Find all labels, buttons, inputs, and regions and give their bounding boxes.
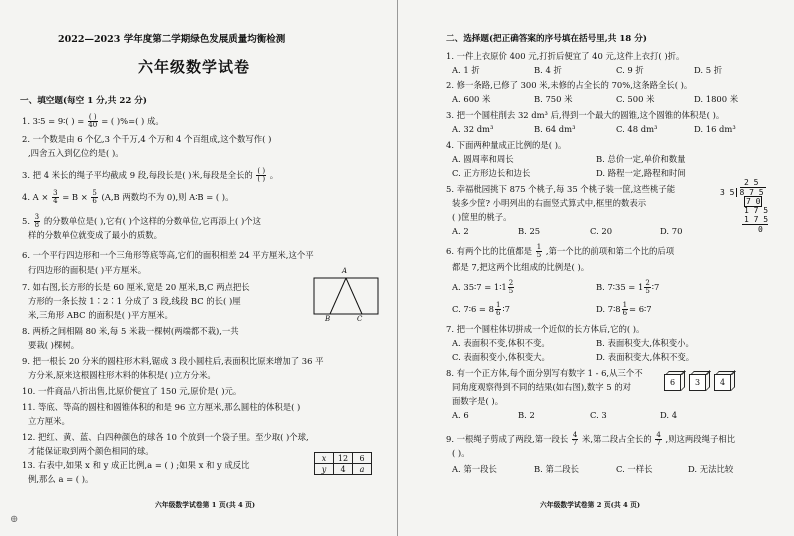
xy-table bbox=[314, 452, 372, 475]
section-choice: 二、选择题(把正确答案的序号填在括号里,共 18 分) bbox=[446, 34, 647, 44]
table-y2: a bbox=[353, 464, 372, 475]
table-x-label: x bbox=[315, 453, 334, 464]
table-y1: 4 bbox=[334, 464, 353, 475]
figure-label-a: A bbox=[342, 267, 348, 275]
q13-line1: 13. 右表中,如果 x 和 y 成正比例,a = ( ) ;如果 x 和 y 成反比 bbox=[22, 460, 250, 470]
rq4: 4. 下面两种量成正比例的是( )。 bbox=[446, 140, 567, 150]
q9-line1: 9. 把一根长 20 分米的圆柱形木料,锯成 3 段小圆柱后,表面积比原来增加了 36 平 bbox=[22, 356, 324, 366]
rq8-line3: 面数字是( )。 bbox=[452, 396, 504, 406]
q1-fill: 1. 3∶5 = 9∶( ) = $\frac{( )}{40}$ = ( )%=( ) 成。 bbox=[22, 113, 164, 129]
rq6-c: C. 7∶6 = 8 $\frac{1}{6}$ ∶7 bbox=[452, 301, 510, 317]
rq2-a: A. 600 米 bbox=[452, 94, 491, 104]
rq2-b: B. 750 米 bbox=[534, 94, 573, 104]
cube-view-1: 6 bbox=[664, 374, 681, 391]
rq9-d: D. 无法比较 bbox=[688, 464, 734, 474]
right-page bbox=[398, 0, 794, 536]
q12-line1: 12. 把红、黄、蓝、白四种颜色的球各 10 个放到一个袋子里。至少取( )个球, bbox=[22, 432, 309, 442]
rq5-line2: 装多少筐? 小明列出的右面竖式算式中,框里的数表示 bbox=[452, 198, 647, 208]
q13-line2: 例,那么 a = ( )。 bbox=[28, 474, 94, 484]
rq3-d: D. 16 dm³ bbox=[694, 124, 736, 134]
rq3-b: B. 64 dm³ bbox=[534, 124, 576, 134]
left-footer: 六年级数学试卷第 1 页(共 4 页) bbox=[155, 501, 256, 509]
rq1-a: A. 1 折 bbox=[452, 65, 480, 75]
rq5-a: A. 2 bbox=[452, 226, 469, 236]
rq9-c: C. 一样长 bbox=[616, 464, 653, 474]
rq6-d: D. 7∶8 $\frac{1}{6}$ = 6∶7 bbox=[596, 301, 652, 317]
cube-view-3: 4 bbox=[714, 374, 731, 391]
q8-line1: 8. 两桥之间相隔 80 米,每 5 米栽一棵树(两端都不栽),一共 bbox=[22, 326, 239, 336]
div-row3: 1 7 5 bbox=[744, 215, 769, 224]
rq1: 1. 一件上衣原价 400 元,打折后便宜了 40 元,这件上衣打( )折。 bbox=[446, 51, 685, 61]
rq5-c: C. 20 bbox=[590, 226, 613, 236]
q12-line2: 才能保证取到两个颜色相同的球。 bbox=[28, 446, 154, 456]
cube-view-2: 3 bbox=[689, 374, 706, 391]
rq6-line1: 6. 有两个比的比值都是 $\frac{1}{5}$ ,第一个比的前项和第二个比的后项 bbox=[446, 243, 675, 259]
rq7-c: C. 表面积变小,体积变大。 bbox=[452, 352, 550, 362]
rq8-line2: 同角度观察得到不同的结果(如右图),数字 5 的对 bbox=[452, 382, 631, 392]
rq2: 2. 修一条路,已修了 300 米,未修的占全长的 70%,这条路全长( )。 bbox=[446, 80, 693, 90]
rq7-a: A. 表面积不变,体积不变。 bbox=[452, 338, 550, 348]
div-row2: 1 7 5 bbox=[744, 206, 769, 215]
rq8-a: A. 6 bbox=[452, 410, 469, 420]
table-x1: 12 bbox=[334, 453, 353, 464]
q2-line1: 2. 一个数是由 6 个亿,3 个千万,4 个万和 4 个百组成,这个数写作( ) bbox=[22, 134, 272, 144]
rq8-c: C. 3 bbox=[590, 410, 607, 420]
table-x2: 6 bbox=[353, 453, 372, 464]
div-dividend: 8 7 5 bbox=[736, 188, 763, 197]
q3-line: 3. 把 4 米长的绳子平均截成 9 段,每段长是( )米,每段是全长的 $\frac{( )}{( )}$ 。 bbox=[22, 167, 279, 183]
q1-fraction: $\frac{( )}{40}$ bbox=[88, 113, 98, 129]
q5-line1: 5. $\frac{3}{8}$ 的分数单位是( ),它有( )个这样的分数单位,它再添上( )个这 bbox=[22, 213, 261, 229]
rq6-b: B. 7∶35 = 1 $\frac{2}{5}$ ∶7 bbox=[596, 279, 660, 295]
q6-line1: 6. 一个平行四边形和一个三角形等底等高,它们的面积相差 24 平方厘米,这个平 bbox=[22, 250, 314, 260]
page-title: 六年级数学试卷 bbox=[138, 58, 251, 76]
q11-line1: 11. 等底、等高的圆柱和圆锥体积的和是 96 立方厘米,那么圆柱的体积是( ) bbox=[22, 402, 301, 412]
rq4-b: B. 总价一定,单价和数量 bbox=[596, 154, 686, 164]
rq7-d: D. 表面积变大,体积不变。 bbox=[596, 352, 695, 362]
rq9-line1: 9. 一根绳子剪成了两段,第一段长 $\frac{4}{7}$ 米,第二段占全长的 $\frac{4}{7}$ ,则这两段绳子相比 bbox=[446, 431, 736, 447]
rq5-line1: 5. 幸福枇园挑下 875 个桃子,每 35 个桃子装一筐,这些桃子能 bbox=[446, 184, 676, 194]
rq5-line3: ( )筐里的桃子。 bbox=[452, 212, 512, 222]
crosshair-icon: ⊕ bbox=[10, 514, 19, 525]
rq6-a: A. 35∶7 = 1∶1 $\frac{2}{5}$ bbox=[452, 279, 514, 295]
figure-label-c: C bbox=[357, 315, 363, 323]
q5-line2: 样的分数单位就变成了最小的质数。 bbox=[28, 230, 162, 240]
q6-line2: 行四边形的面积是( )平方厘米。 bbox=[28, 265, 147, 275]
rq8-b: B. 2 bbox=[518, 410, 535, 420]
div-divisor: 3 5 bbox=[720, 188, 735, 197]
rq2-c: C. 500 米 bbox=[616, 94, 655, 104]
div-boxed-70: 7 0 bbox=[746, 197, 761, 206]
rq1-c: C. 9 折 bbox=[616, 65, 644, 75]
q8-line2: 要栽( )棵树。 bbox=[28, 340, 80, 350]
q7-line3: 米,三角形 ABC 的面积是( )平方厘米。 bbox=[28, 310, 173, 320]
q11-line2: 立方厘米。 bbox=[28, 416, 70, 426]
rq2-d: D. 1800 米 bbox=[694, 94, 739, 104]
rq1-b: B. 4 折 bbox=[534, 65, 562, 75]
q7-line1: 7. 如右图,长方形的长是 60 厘米,宽是 20 厘米,B,C 两点把长 bbox=[22, 282, 250, 292]
q2-line2: ,四舍五入到亿位约是( )。 bbox=[28, 148, 124, 158]
rq1-d: D. 5 折 bbox=[694, 65, 723, 75]
exam-header: 2022—2023 学年度第二学期绿色发展质量均衡检测 bbox=[58, 34, 286, 45]
long-division bbox=[720, 178, 768, 234]
rq6-line2: 都是 7,把这两个比组成的比例是( )。 bbox=[452, 262, 590, 272]
div-quotient: 2 5 bbox=[744, 178, 759, 187]
rq5-b: B. 25 bbox=[518, 226, 541, 236]
rq4-a: A. 圆周率和周长 bbox=[452, 154, 514, 164]
q3-fraction: $\frac{( )}{( )}$ bbox=[257, 167, 266, 183]
right-footer: 六年级数学试卷第 2 页(共 4 页) bbox=[540, 501, 641, 509]
rq9-b: B. 第二段长 bbox=[534, 464, 579, 474]
rq7: 7. 把一个圆柱体切拼成一个近似的长方体后,它的( )。 bbox=[446, 324, 645, 334]
section-fill-blank: 一、填空题(每空 1 分,共 22 分) bbox=[20, 96, 147, 106]
rq3-a: A. 32 dm³ bbox=[452, 124, 494, 134]
rq9-a: A. 第一段长 bbox=[452, 464, 497, 474]
q4-line: 4. A × $\frac{3}{4}$ = B × $\frac{5}{6}$ (A,B 两数均不为 0),则 A∶B = ( )。 bbox=[22, 189, 234, 205]
rq4-c: C. 正方形边长和边长 bbox=[452, 168, 531, 178]
rq9-line2: ( )。 bbox=[452, 448, 470, 458]
rq3: 3. 把一个圆柱削去 32 dm³ 后,得到一个最大的圆锥,这个圆锥的体积是( )。 bbox=[446, 110, 725, 120]
div-remainder: 0 bbox=[758, 225, 763, 234]
q9-line2: 方分米,原来这根圆柱形木料的体积是( )立方分米。 bbox=[28, 370, 216, 380]
q10-line: 10. 一件商品八折出售,比原价便宜了 150 元,原价是( )元。 bbox=[22, 386, 242, 396]
rq4-d: D. 路程一定,路程和时间 bbox=[596, 168, 686, 178]
rq8-d: D. 4 bbox=[660, 410, 678, 420]
q7-line2: 方形的一条长按 1∶2∶1 分成了 3 段,线段 BC 的长( )厘 bbox=[28, 296, 241, 306]
table-y-label: y bbox=[315, 464, 334, 475]
rq5-d: D. 70 bbox=[660, 226, 683, 236]
rq7-b: B. 表面积变大,体积变小。 bbox=[596, 338, 694, 348]
rq8-line1: 8. 有一个正方体,每个面分别写有数字 1 - 6,从三个不 bbox=[446, 368, 643, 378]
figure-label-b: B bbox=[325, 315, 331, 323]
rq3-c: C. 48 dm³ bbox=[616, 124, 658, 134]
